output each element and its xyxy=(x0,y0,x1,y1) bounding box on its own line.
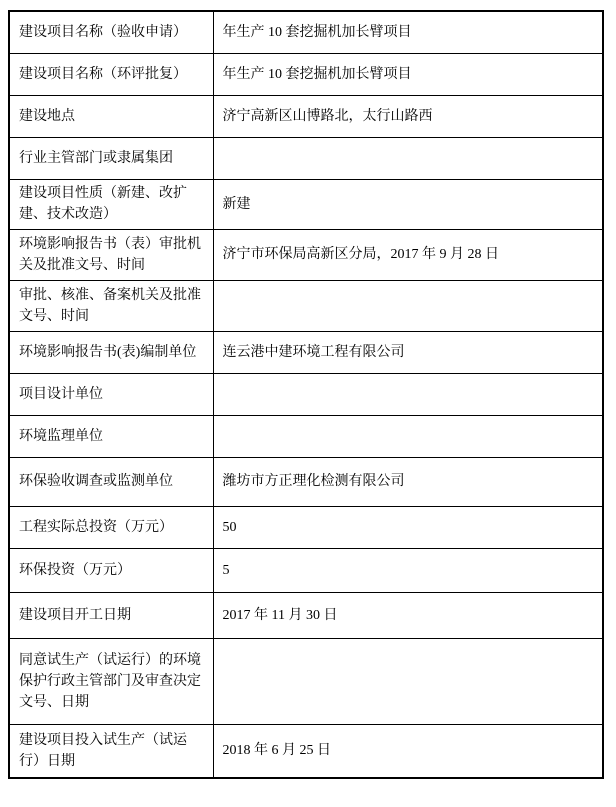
table-row xyxy=(9,137,603,179)
field-value xyxy=(213,373,603,415)
project-info-table-body xyxy=(9,11,603,778)
table-row xyxy=(9,457,603,506)
table-row xyxy=(9,592,603,638)
table-row xyxy=(9,415,603,457)
field-label: 建设项目投入试生产（试运行）日期 xyxy=(9,724,213,778)
table-row xyxy=(9,11,603,53)
table-row xyxy=(9,95,603,137)
field-label: 建设地点 xyxy=(9,95,213,137)
field-value: 2017 年 11 月 30 日 xyxy=(213,592,603,638)
field-value: 新建 xyxy=(213,179,603,229)
table-row xyxy=(9,229,603,280)
field-value: 连云港中建环境工程有限公司 xyxy=(213,331,603,373)
field-label: 建设项目性质（新建、改扩建、技术改造） xyxy=(9,179,213,229)
field-value: 济宁高新区山博路北，太行山路西 xyxy=(213,95,603,137)
field-label: 建设项目名称（验收申请） xyxy=(9,11,213,53)
project-info-table xyxy=(8,10,604,779)
field-label: 同意试生产（试运行）的环境保护行政主管部门及审查决定文号、日期 xyxy=(9,638,213,724)
field-value: 济宁市环保局高新区分局，2017 年 9 月 28 日 xyxy=(213,229,603,280)
field-value: 年生产 10 套挖掘机加长臂项目 xyxy=(213,53,603,95)
field-label: 环境影响报告书(表)编制单位 xyxy=(9,331,213,373)
field-value xyxy=(213,638,603,724)
table-row xyxy=(9,548,603,592)
field-label: 环保投资（万元） xyxy=(9,548,213,592)
table-row xyxy=(9,179,603,229)
table-row xyxy=(9,638,603,724)
table-row xyxy=(9,506,603,548)
field-label: 建设项目名称（环评批复） xyxy=(9,53,213,95)
table-row xyxy=(9,331,603,373)
field-value xyxy=(213,137,603,179)
table-row xyxy=(9,724,603,778)
field-label: 工程实际总投资（万元） xyxy=(9,506,213,548)
field-value: 2018 年 6 月 25 日 xyxy=(213,724,603,778)
table-row xyxy=(9,53,603,95)
field-label: 环境影响报告书（表）审批机关及批准文号、时间 xyxy=(9,229,213,280)
table-row xyxy=(9,280,603,331)
field-value: 5 xyxy=(213,548,603,592)
field-value: 50 xyxy=(213,506,603,548)
table-row xyxy=(9,373,603,415)
field-label: 建设项目开工日期 xyxy=(9,592,213,638)
field-value xyxy=(213,415,603,457)
field-value: 年生产 10 套挖掘机加长臂项目 xyxy=(213,11,603,53)
field-value xyxy=(213,280,603,331)
field-label: 审批、核准、备案机关及批准文号、时间 xyxy=(9,280,213,331)
field-label: 项目设计单位 xyxy=(9,373,213,415)
field-label: 环保验收调查或监测单位 xyxy=(9,457,213,506)
field-label: 环境监理单位 xyxy=(9,415,213,457)
field-label: 行业主管部门或隶属集团 xyxy=(9,137,213,179)
field-value: 潍坊市方正理化检测有限公司 xyxy=(213,457,603,506)
